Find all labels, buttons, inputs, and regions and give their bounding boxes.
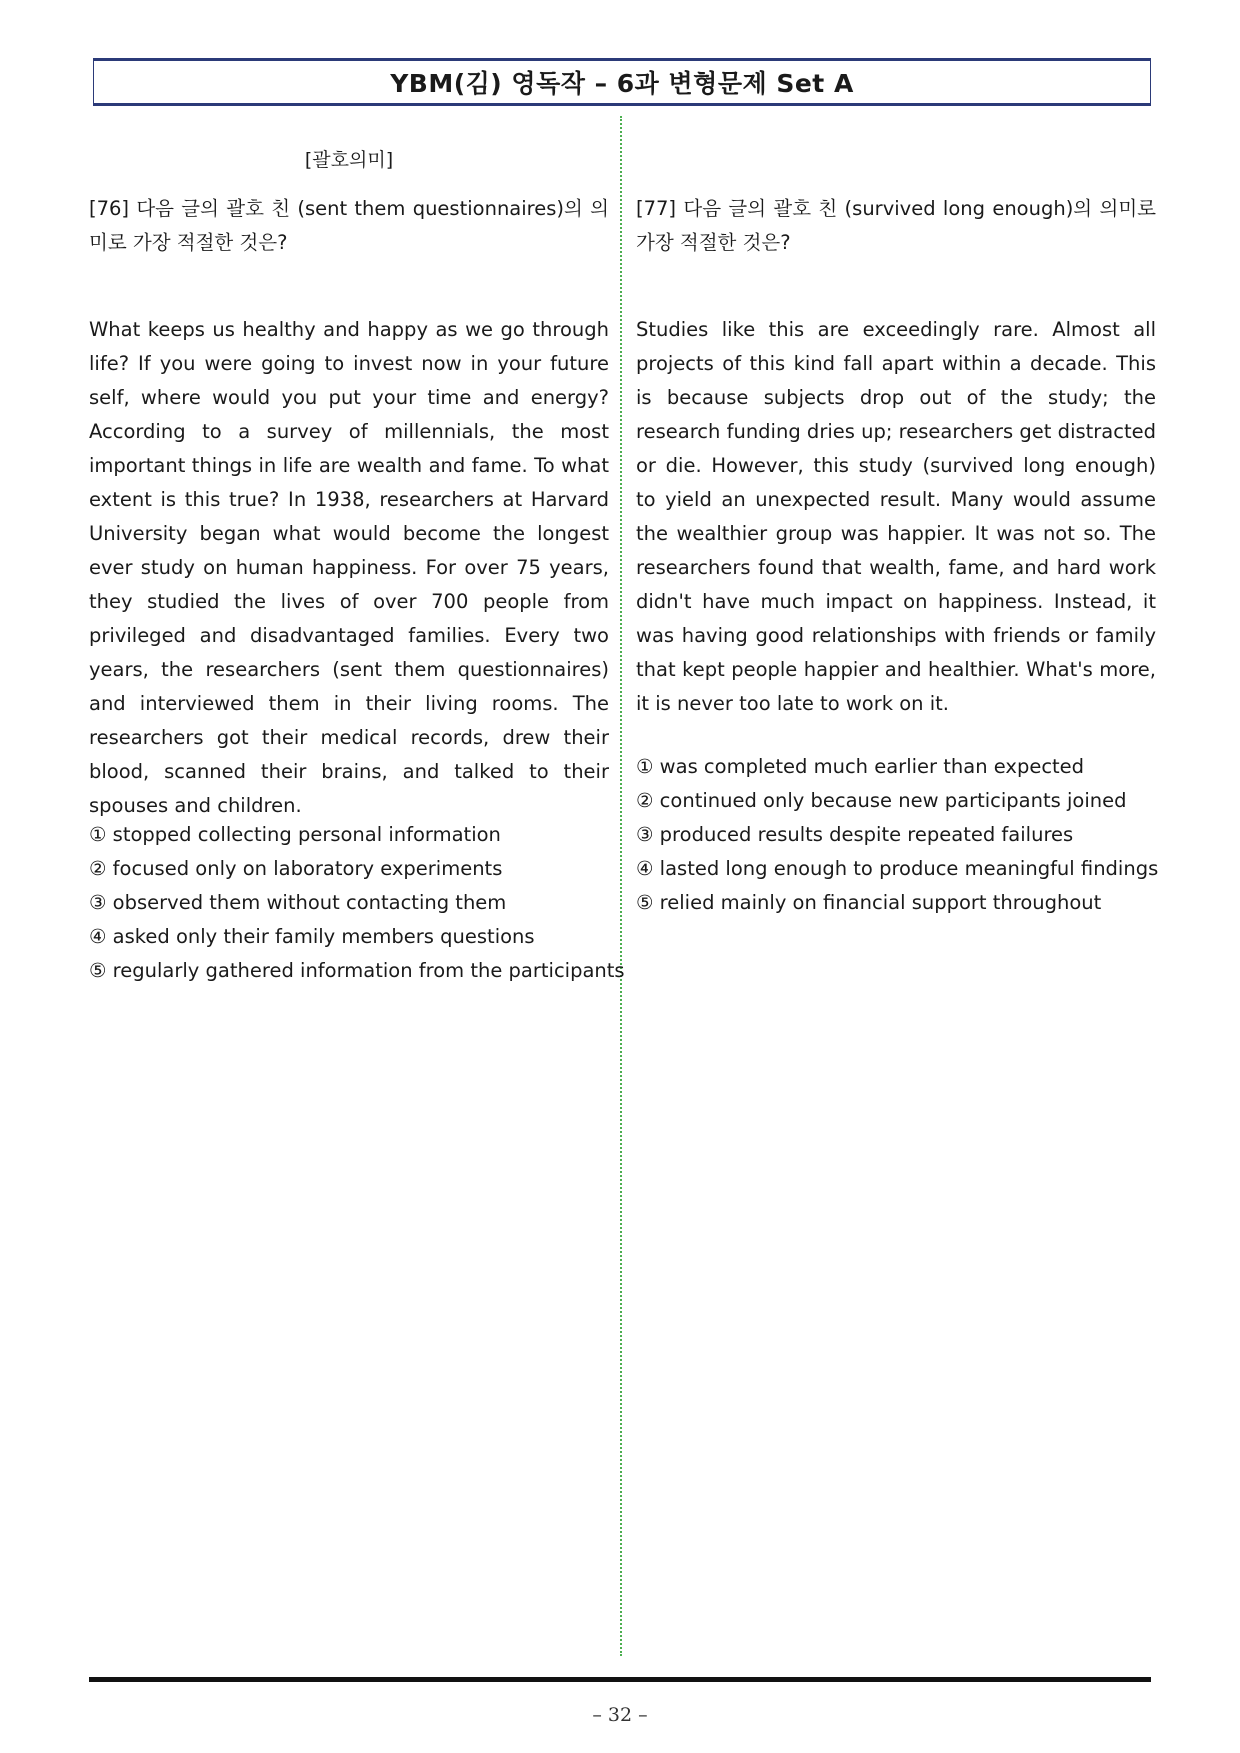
- answer-option[interactable]: ③ observed them without contacting them: [89, 891, 507, 914]
- page-header: [93, 58, 1151, 106]
- answer-options: [89, 818, 625, 988]
- answer-option[interactable]: ④ asked only their family members questions: [89, 925, 535, 948]
- answer-option[interactable]: ④ lasted long enough to produce meaningful findings: [636, 857, 1159, 880]
- header-title: YBM(김) 영독작 – 6과 변형문제 Set A: [390, 69, 854, 98]
- question-prompt: [76] 다음 글의 괄호 친 (sent them questionnaires)의 의미로 가장 적절한 것은?: [89, 197, 609, 254]
- section-tag: [괄호의미]: [304, 149, 394, 171]
- question-passage: Studies like this are exceedingly rare. Almost all projects of this kind fall apart within a decade. This is because subjects drop out of the study; the research funding dries up; researchers get distracted or die. However, this study (survived long enough) to yield an unexpected result. Many would assume the wealthier group was happier. It was not so. The researchers found that wealth, fame, and hard work didn't have much impact on happiness. Instead, it was having good relationships with friends or family that kept people happier and healthier. What's more, it is never too late to work on it.: [636, 318, 1156, 715]
- page-number: – 32 –: [592, 1704, 648, 1726]
- answer-option[interactable]: ② focused only on laboratory experiments: [89, 857, 503, 880]
- answer-option[interactable]: ⑤ regularly gathered information from the participants: [89, 959, 625, 982]
- answer-option[interactable]: ③ produced results despite repeated failures: [636, 823, 1074, 846]
- answer-option[interactable]: ① stopped collecting personal information: [89, 823, 501, 846]
- footer-rule: [89, 1677, 1151, 1682]
- question-prompt: [77] 다음 글의 괄호 친 (survived long enough)의 의미로 가장 적절한 것은?: [636, 197, 1156, 254]
- answer-option[interactable]: ② continued only because new participants joined: [636, 789, 1127, 812]
- question-passage: What keeps us healthy and happy as we go through life? If you were going to invest now in your future self, where would you put your time and energy? According to a survey of millennials, the most important things in life are wealth and fame. To what extent is this true? In 1938, researchers at Harvard University began what would become the longest ever study on human happiness. For over 75 years, they studied the lives of over 700 people from privileged and disadvantaged families. Every two years, the researchers (sent them questionnaires) and interviewed them in their living rooms. The researchers got their medical records, drew their blood, scanned their brains, and talked to their spouses and children.: [89, 318, 609, 817]
- answer-option[interactable]: ① was completed much earlier than expected: [636, 755, 1085, 778]
- answer-options: [636, 750, 1158, 920]
- answer-option[interactable]: ⑤ relied mainly on financial support throughout: [636, 891, 1102, 914]
